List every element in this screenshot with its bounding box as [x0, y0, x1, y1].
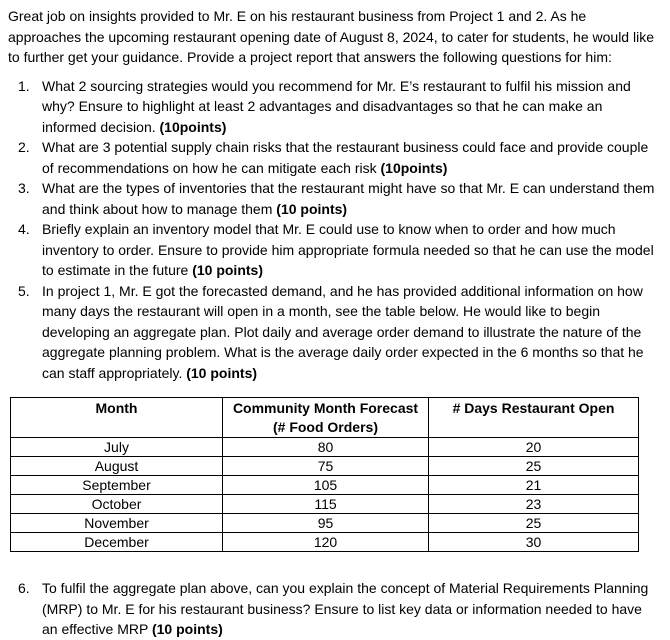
header-forecast-line1: Community Month Forecast [232, 400, 419, 416]
cell-days: 25 [429, 514, 639, 533]
question-text [42, 281, 660, 384]
question-number: 3. [18, 180, 30, 196]
table-row [11, 457, 639, 476]
cell-forecast: 95 [223, 514, 429, 533]
cell-month: July [11, 438, 223, 457]
cell-forecast: 75 [223, 457, 429, 476]
question-item-6 [8, 578, 660, 640]
table-row [11, 533, 639, 552]
table-header-row [11, 398, 639, 438]
cell-month: September [11, 476, 223, 495]
question-item-3 [8, 178, 660, 219]
question-body-text: What are 3 potential supply chain risks that the restaurant business could face and provide couple of recommendations on how he can mitigate each risk [42, 139, 649, 176]
forecast-table [10, 397, 639, 552]
question-number: 1. [18, 77, 30, 94]
question-number: 4. [18, 221, 30, 237]
cell-month: November [11, 514, 223, 533]
question-text [42, 137, 660, 178]
question-item-4 [8, 219, 660, 281]
question-points: (10 points) [276, 200, 348, 217]
question-item-1 [8, 76, 660, 138]
question-body-text: In project 1, Mr. E got the forecasted demand, and he has provided additional information on how many days the restaurant will open in a month, see the table below. He would like to begin developing an aggregate plan. Plot daily and average order demand to illustrate the nature of the aggregate planning problem. What is the average daily order expected in the 6 months so that he can staff appropriately. [42, 282, 644, 381]
cell-forecast: 80 [223, 438, 429, 457]
question-text [42, 578, 660, 640]
question-body-text: Briefly explain an inventory model that Mr. E could use to know when to order and how much inventory to order. Ensure to provide him appropriate formula needed so that he can use the model to estimate in the future [42, 221, 654, 278]
question-number: 2. [18, 139, 30, 155]
cell-month: October [11, 495, 223, 514]
cell-days: 23 [429, 495, 639, 514]
cell-month: December [11, 533, 223, 552]
question-text [42, 219, 660, 281]
question-item-2 [8, 137, 660, 178]
header-forecast-line2: (# Food Orders) [272, 418, 378, 435]
question-number: 5. [18, 282, 30, 299]
question-body-text: What are the types of inventories that the restaurant might have so that Mr. E can understand them and think about how to manage them [42, 180, 655, 217]
question-number: 6. [18, 580, 30, 596]
question-body-text: To fulfil the aggregate plan above, can you explain the concept of Material Requirements Planning (MRP) to Mr. E for his restaurant business? Ensure to list key data or information needed to have an effective MRP [42, 580, 649, 637]
question-item-5 [8, 281, 660, 384]
cell-days: 25 [429, 457, 639, 476]
cell-forecast: 120 [223, 533, 429, 552]
question-body-text: What 2 sourcing strategies would you recommend for Mr. E’s restaurant to fulfil his mission and why? Ensure to highlight at least 2 advantages and disadvantages so that he can make an informed decision. [42, 77, 631, 135]
cell-days: 20 [429, 438, 639, 457]
table-row [11, 476, 639, 495]
cell-forecast: 115 [223, 495, 429, 514]
table-row [11, 495, 639, 514]
table-row [11, 514, 639, 533]
header-month: Month [11, 398, 223, 438]
cell-days: 21 [429, 476, 639, 495]
header-forecast [223, 398, 429, 438]
cell-days: 30 [429, 533, 639, 552]
table-row [11, 438, 639, 457]
question-points: (10points) [159, 118, 227, 135]
question-points: (10 points) [192, 262, 263, 278]
question-text [42, 76, 660, 138]
header-days: # Days Restaurant Open [429, 398, 639, 438]
question-list [8, 76, 660, 384]
intro-paragraph: Great job on insights provided to Mr. E on his restaurant business from Project 1 and 2. As he approaches the upcoming restaurant opening date of August 8, 2024, to cater for students, he would like to further get your guidance. Provide a project report that answers the following questions for him: [8, 8, 654, 65]
question-points: (10 points) [186, 364, 258, 381]
cell-month: August [11, 457, 223, 476]
cell-forecast: 105 [223, 476, 429, 495]
question-points: (10points) [380, 159, 448, 176]
question-points: (10 points) [151, 621, 223, 637]
question-text [42, 178, 660, 219]
